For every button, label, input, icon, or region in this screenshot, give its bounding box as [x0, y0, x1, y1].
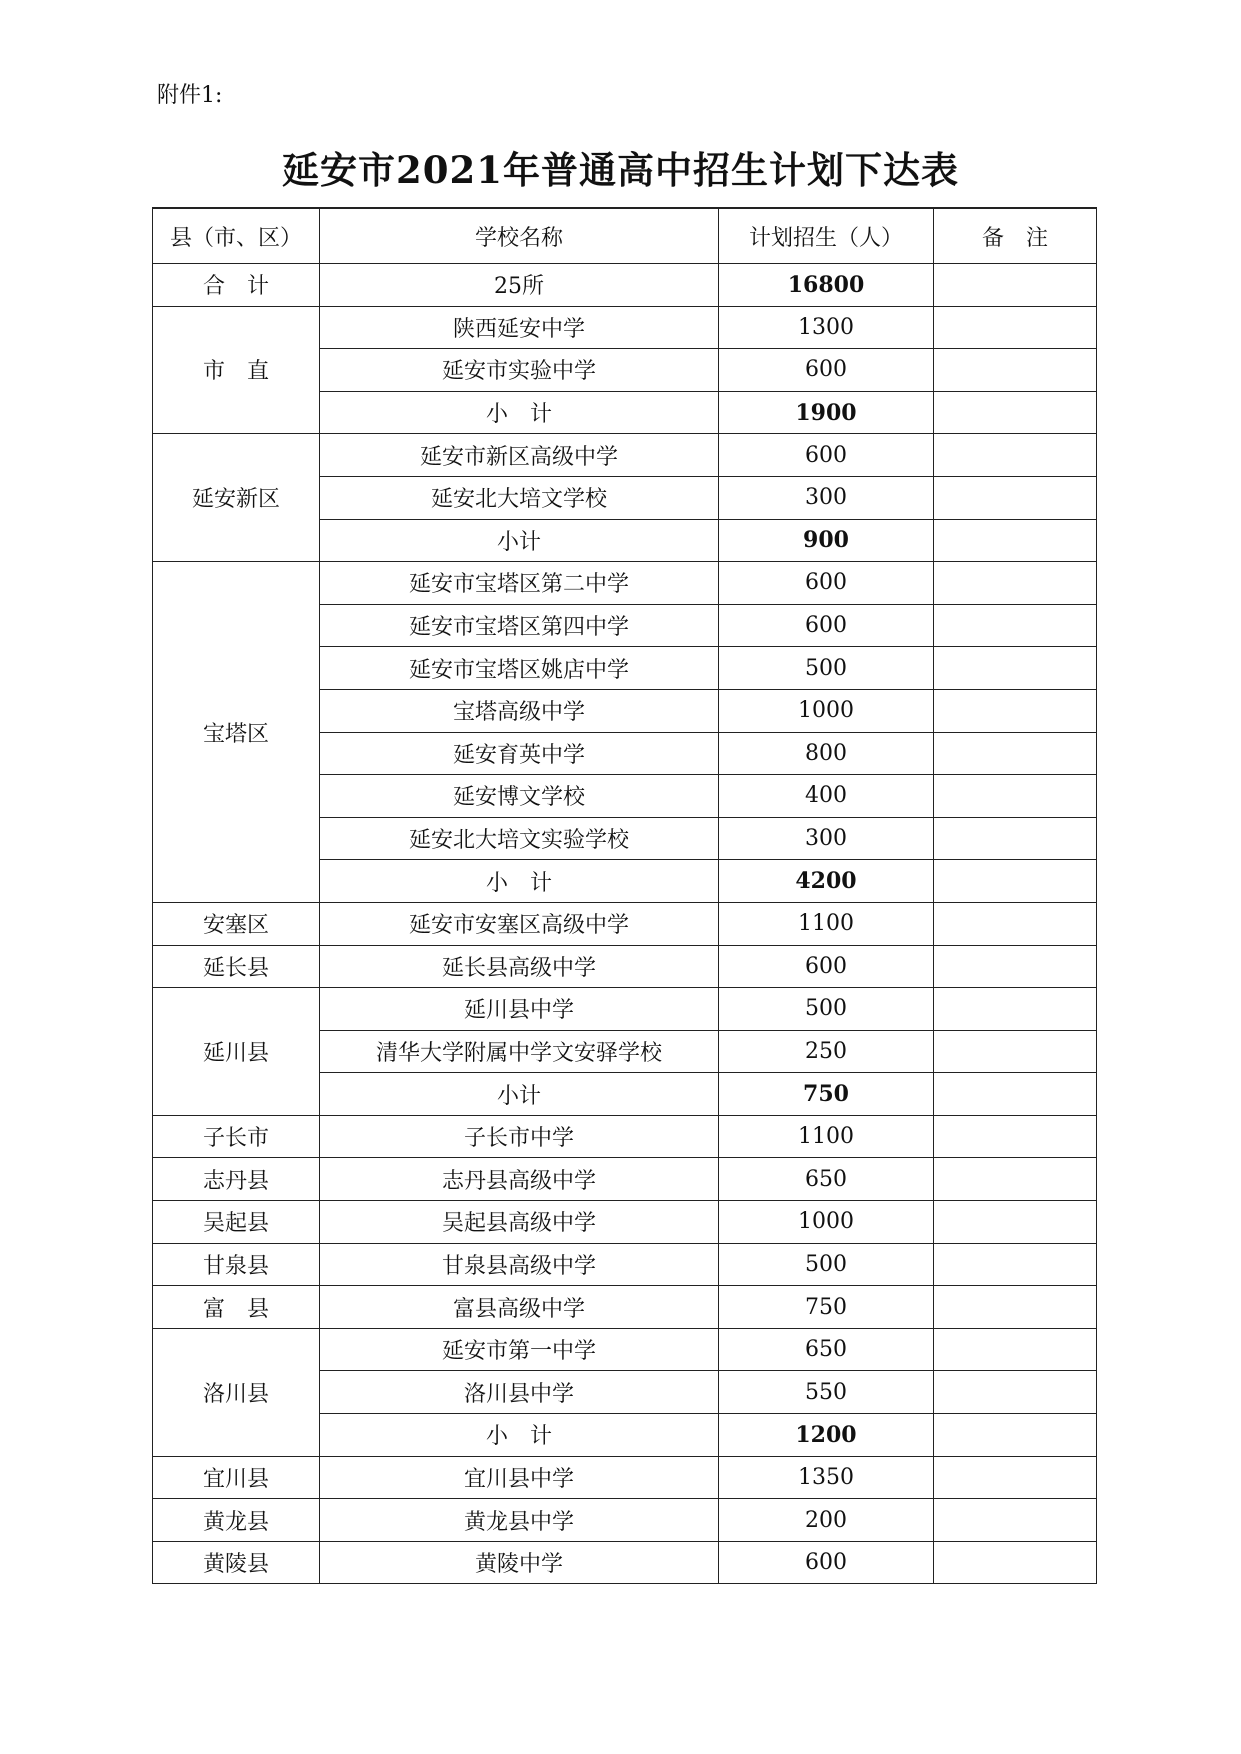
- school-name-cell: 洛川县中学: [320, 1371, 719, 1414]
- note-cell: [934, 434, 1097, 477]
- table-row: [153, 1158, 1097, 1201]
- district-cell: 延安新区: [153, 434, 320, 562]
- note-cell: [934, 519, 1097, 562]
- note-cell: [934, 945, 1097, 988]
- district-cell: 甘泉县: [153, 1243, 320, 1286]
- district-cell: 延长县: [153, 945, 320, 988]
- planned-count-cell: 300: [719, 476, 934, 519]
- note-cell: [934, 988, 1097, 1031]
- table-row: [153, 1286, 1097, 1329]
- note-cell: [934, 306, 1097, 349]
- note-cell: [934, 1073, 1097, 1116]
- subtotal-label: 小 计: [320, 860, 719, 903]
- school-name-cell: 延安市新区高级中学: [320, 434, 719, 477]
- table-row: [153, 1115, 1097, 1158]
- subtotal-label: 小计: [320, 1073, 719, 1116]
- note-cell: [934, 476, 1097, 519]
- note-cell: [934, 349, 1097, 392]
- planned-count-cell: 500: [719, 988, 934, 1031]
- table-row: [153, 988, 1097, 1031]
- planned-count-cell: 600: [719, 562, 934, 605]
- table-row: [153, 1201, 1097, 1244]
- header-district: 县（市、区）: [153, 208, 320, 264]
- note-cell: [934, 1115, 1097, 1158]
- table-row: [153, 902, 1097, 945]
- school-name-cell: 宜川县中学: [320, 1456, 719, 1499]
- school-name-cell: 黄龙县中学: [320, 1499, 719, 1542]
- note-cell: [934, 775, 1097, 818]
- district-cell: 洛川县: [153, 1328, 320, 1456]
- table-row: [153, 1328, 1097, 1371]
- note-cell: [934, 1499, 1097, 1542]
- header-note: 备 注: [934, 208, 1097, 264]
- note-cell: [934, 1201, 1097, 1244]
- planned-count-cell: 400: [719, 775, 934, 818]
- note-cell: [934, 562, 1097, 605]
- district-cell: 宝塔区: [153, 562, 320, 903]
- attachment-label: 附件1:: [157, 83, 223, 108]
- planned-count-cell: 750: [719, 1286, 934, 1329]
- school-name-cell: 子长市中学: [320, 1115, 719, 1158]
- school-name-cell: 延安市宝塔区第四中学: [320, 604, 719, 647]
- note-cell: [934, 1328, 1097, 1371]
- subtotal-count: 4200: [719, 860, 934, 903]
- note-cell: [934, 1243, 1097, 1286]
- school-name-cell: 延安市第一中学: [320, 1328, 719, 1371]
- enrollment-plan-table: [152, 207, 1097, 1584]
- planned-count-cell: 1100: [719, 1115, 934, 1158]
- school-name-cell: 延安市实验中学: [320, 349, 719, 392]
- planned-count-cell: 600: [719, 604, 934, 647]
- district-cell: 宜川县: [153, 1456, 320, 1499]
- school-name-cell: 吴起县高级中学: [320, 1201, 719, 1244]
- note-cell: [934, 1371, 1097, 1414]
- table-row: [153, 945, 1097, 988]
- note-cell: [934, 860, 1097, 903]
- planned-count-cell: 600: [719, 434, 934, 477]
- planned-count-cell: 1100: [719, 902, 934, 945]
- district-cell: 延川县: [153, 988, 320, 1116]
- district-cell: 黄龙县: [153, 1499, 320, 1542]
- note-cell: [934, 1456, 1097, 1499]
- note-cell: [934, 647, 1097, 690]
- planned-count-cell: 600: [719, 1541, 934, 1584]
- planned-count-cell: 1350: [719, 1456, 934, 1499]
- header-planned-count: 计划招生（人）: [719, 208, 934, 264]
- note-cell: [934, 817, 1097, 860]
- district-cell: 吴起县: [153, 1201, 320, 1244]
- district-cell: 志丹县: [153, 1158, 320, 1201]
- table-row: [153, 1541, 1097, 1584]
- note-cell: [934, 1158, 1097, 1201]
- school-name-cell: 延长县高级中学: [320, 945, 719, 988]
- planned-count-cell: 550: [719, 1371, 934, 1414]
- table-row: [153, 1499, 1097, 1542]
- subtotal-count: 900: [719, 519, 934, 562]
- planned-count-cell: 800: [719, 732, 934, 775]
- school-name-cell: 黄陵中学: [320, 1541, 719, 1584]
- note-cell: [934, 391, 1097, 434]
- table-row: [153, 1456, 1097, 1499]
- subtotal-label: 小计: [320, 519, 719, 562]
- school-name-cell: 志丹县高级中学: [320, 1158, 719, 1201]
- school-name-cell: 陕西延安中学: [320, 306, 719, 349]
- header-school-name: 学校名称: [320, 208, 719, 264]
- school-name-cell: 延安北大培文学校: [320, 476, 719, 519]
- school-name-cell: 甘泉县高级中学: [320, 1243, 719, 1286]
- total-row: [153, 264, 1097, 307]
- school-name-cell: 富县高级中学: [320, 1286, 719, 1329]
- planned-count-cell: 300: [719, 817, 934, 860]
- school-name-cell: 延川县中学: [320, 988, 719, 1031]
- district-cell: 富 县: [153, 1286, 320, 1329]
- table-body: [153, 264, 1097, 1584]
- page-title: 延安市2021年普通高中招生计划下达表: [282, 148, 959, 192]
- planned-count-cell: 500: [719, 647, 934, 690]
- planned-count-cell: 650: [719, 1328, 934, 1371]
- note-cell: [934, 604, 1097, 647]
- school-name-cell: 宝塔高级中学: [320, 689, 719, 732]
- school-name-cell: 延安育英中学: [320, 732, 719, 775]
- total-note: [934, 264, 1097, 307]
- table-row: [153, 1243, 1097, 1286]
- planned-count-cell: 500: [719, 1243, 934, 1286]
- school-name-cell: 延安博文学校: [320, 775, 719, 818]
- district-cell: 安塞区: [153, 902, 320, 945]
- note-cell: [934, 902, 1097, 945]
- note-cell: [934, 1286, 1097, 1329]
- total-count: 16800: [719, 264, 934, 307]
- school-name-cell: 延安市宝塔区姚店中学: [320, 647, 719, 690]
- school-name-cell: 延安市安塞区高级中学: [320, 902, 719, 945]
- school-name-cell: 延安北大培文实验学校: [320, 817, 719, 860]
- table-header-row: [153, 208, 1097, 264]
- note-cell: [934, 1414, 1097, 1457]
- planned-count-cell: 600: [719, 349, 934, 392]
- planned-count-cell: 250: [719, 1030, 934, 1073]
- planned-count-cell: 650: [719, 1158, 934, 1201]
- school-name-cell: 清华大学附属中学文安驿学校: [320, 1030, 719, 1073]
- subtotal-count: 750: [719, 1073, 934, 1116]
- note-cell: [934, 732, 1097, 775]
- subtotal-label: 小 计: [320, 391, 719, 434]
- district-cell: 黄陵县: [153, 1541, 320, 1584]
- table-row: [153, 434, 1097, 477]
- subtotal-label: 小 计: [320, 1414, 719, 1457]
- subtotal-count: 1900: [719, 391, 934, 434]
- planned-count-cell: 1000: [719, 689, 934, 732]
- note-cell: [934, 689, 1097, 732]
- total-schools: 25所: [320, 264, 719, 307]
- table-row: [153, 562, 1097, 605]
- note-cell: [934, 1030, 1097, 1073]
- planned-count-cell: 200: [719, 1499, 934, 1542]
- table-row: [153, 306, 1097, 349]
- district-cell: 子长市: [153, 1115, 320, 1158]
- total-label: 合 计: [153, 264, 320, 307]
- school-name-cell: 延安市宝塔区第二中学: [320, 562, 719, 605]
- subtotal-count: 1200: [719, 1414, 934, 1457]
- planned-count-cell: 1300: [719, 306, 934, 349]
- planned-count-cell: 600: [719, 945, 934, 988]
- note-cell: [934, 1541, 1097, 1584]
- district-cell: 市 直: [153, 306, 320, 434]
- planned-count-cell: 1000: [719, 1201, 934, 1244]
